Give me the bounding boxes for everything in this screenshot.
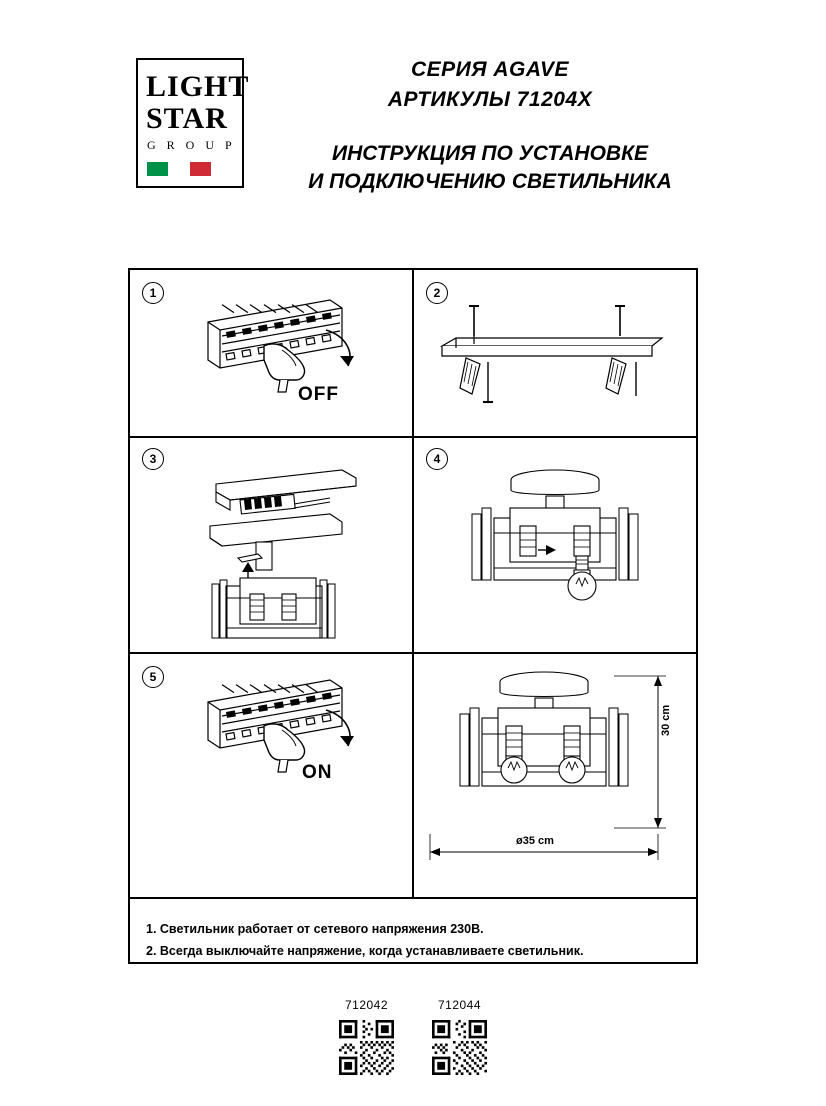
step-1-cell	[130, 270, 412, 436]
code-label: 712042	[344, 998, 389, 1012]
note-2: 2. Всегда выключайте напряжение, когда устанавливаете светильник.	[146, 944, 584, 958]
step-3-number: 3	[142, 448, 164, 470]
dimensions-cell	[414, 654, 696, 897]
step-5-number: 5	[142, 666, 164, 688]
height-dimension-label: 30 cm	[660, 704, 672, 736]
step-1-off-label: OFF	[298, 384, 339, 405]
step-3-cell	[130, 438, 412, 652]
logo-group-text: G R O U P	[147, 138, 236, 152]
product-codes	[0, 998, 826, 1075]
step-2-number: 2	[426, 282, 448, 304]
grid-divider-horizontal-4	[130, 897, 696, 899]
step-4-number: 4	[426, 448, 448, 470]
step-1-number: 1	[142, 282, 164, 304]
code-label: 712044	[437, 998, 482, 1012]
step-5-illustration	[130, 654, 412, 897]
step-3-illustration	[130, 438, 412, 654]
step-2-cell	[414, 270, 696, 436]
note-1: 1. Светильник работает от сетевого напряжения 230В.	[146, 922, 484, 936]
brand-logo	[136, 58, 250, 188]
code-item	[432, 998, 487, 1075]
logo-line-2: STAR	[146, 102, 228, 135]
step-5-cell	[130, 654, 412, 897]
step-2-illustration	[414, 270, 696, 436]
logo-line-1: LIGHT	[146, 70, 250, 103]
article-title: АРТИКУЛЫ 71204X	[387, 88, 593, 111]
title-block	[270, 58, 710, 196]
qr-code-icon	[432, 1020, 487, 1075]
step-1-illustration	[130, 270, 412, 436]
diameter-dimension-label: ø35 cm	[516, 835, 554, 847]
step-4-illustration	[414, 438, 696, 654]
step-5-on-label: ON	[302, 762, 333, 783]
qr-code-icon	[339, 1020, 394, 1075]
instruction-line-1: ИНСТРУКЦИЯ ПО УСТАНОВКЕ	[332, 142, 648, 165]
dimensions-illustration	[414, 654, 696, 897]
series-title: СЕРИЯ AGAVE	[410, 58, 570, 81]
document-header	[0, 0, 826, 215]
instruction-line-2: И ПОДКЛЮЧЕНИЮ СВЕТИЛЬНИКА	[308, 170, 672, 193]
notes-block	[146, 918, 686, 962]
italy-flag-icon	[147, 162, 211, 176]
code-item	[339, 998, 394, 1075]
steps-grid	[128, 268, 698, 964]
step-4-cell	[414, 438, 696, 652]
